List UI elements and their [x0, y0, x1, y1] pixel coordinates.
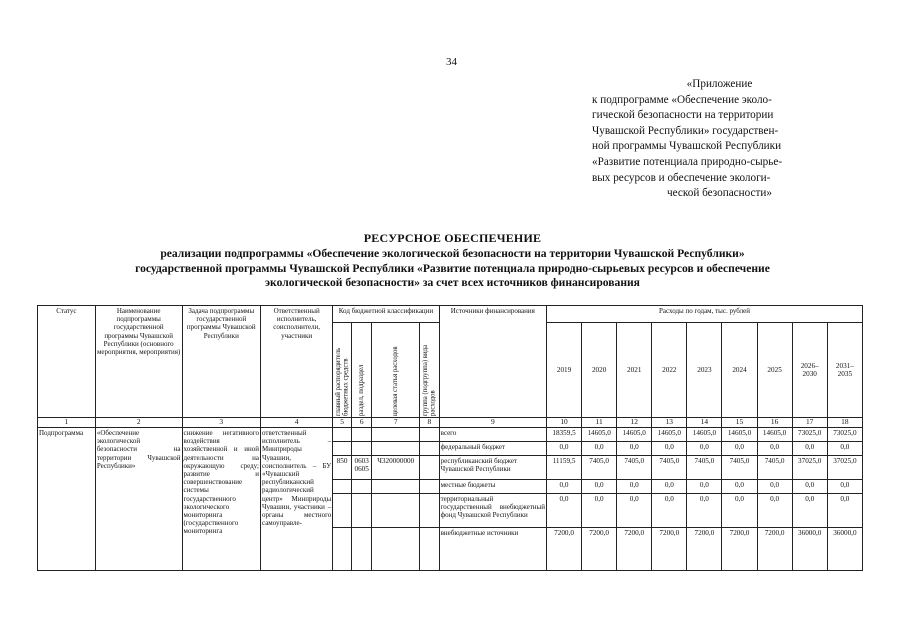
cell-value: 14605,0 [582, 428, 617, 442]
cell-source: местные бюджеты [439, 479, 546, 493]
cell-source: территориальный государственный внебюджетный фонд Чувашской Республики [439, 493, 546, 527]
cell-value: 37025,0 [827, 455, 862, 479]
column-number: 7 [372, 418, 419, 428]
cell-code [419, 493, 439, 527]
header-name: Наименование подпрограммы государственной программы Чувашской Республики (основного мероприятия, мероприятия) [95, 306, 182, 418]
header-year: 2023 [687, 323, 722, 418]
column-number: 2 [95, 418, 182, 428]
cell-value: 73025,0 [792, 428, 827, 442]
cell-value: 0,0 [757, 493, 792, 527]
column-number: 10 [546, 418, 581, 428]
cell-value: 7200,0 [582, 528, 617, 571]
column-number: 15 [722, 418, 757, 428]
page-number: 34 [446, 56, 457, 68]
cell-value: 37025,0 [792, 455, 827, 479]
cell-value: 73025,0 [827, 428, 862, 442]
header-sources: Источники финансирования [439, 306, 546, 418]
column-number: 3 [182, 418, 260, 428]
cell-value: 0,0 [546, 493, 581, 527]
cell-value: 0,0 [757, 441, 792, 455]
cell-value: 7200,0 [652, 528, 687, 571]
cell-value: 0,0 [652, 479, 687, 493]
cell-source: всего [439, 428, 546, 442]
header-code-group: группа (подгруппа) вида расходов [419, 323, 439, 418]
cell-value: 0,0 [827, 479, 862, 493]
cell-value: 0,0 [792, 493, 827, 527]
cell-value: 0,0 [687, 441, 722, 455]
cell-value: 0,0 [757, 479, 792, 493]
column-number: 5 [333, 418, 352, 428]
cell-value: 0,0 [582, 441, 617, 455]
cell-value: 0,0 [722, 493, 757, 527]
cell-code [351, 428, 372, 442]
cell-value: 0,0 [617, 493, 652, 527]
column-number: 1 [38, 418, 96, 428]
annex-line: ной программы Чувашской Республики [592, 140, 782, 153]
annex-line: ческой безопасности» [667, 187, 772, 200]
cell-value: 0,0 [687, 479, 722, 493]
cell-code [351, 493, 372, 527]
header-year: 2025 [757, 323, 792, 418]
cell-value: 7405,0 [687, 455, 722, 479]
cell-code [372, 441, 419, 455]
cell-executor: ответственный исполнитель – Минприроды Чувашии, соисполнитель – БУ «Чувашский республиканский радиологический центр» Минприроды Чувашии, участники – органы местного самоуправле- [261, 428, 333, 571]
header-code-target: целевая статья расходов [372, 323, 419, 418]
cell-value: 14605,0 [687, 428, 722, 442]
column-number: 18 [827, 418, 862, 428]
cell-code [419, 479, 439, 493]
header-task: Задача подпрограммы государственной программы Чувашской Республики [182, 306, 260, 418]
header-year: 2022 [652, 323, 687, 418]
cell-value: 14605,0 [722, 428, 757, 442]
cell-value: 0,0 [652, 493, 687, 527]
column-number: 6 [351, 418, 372, 428]
cell-value: 14605,0 [652, 428, 687, 442]
cell-source: внебюджетные источники [439, 528, 546, 571]
cell-value: 0,0 [652, 441, 687, 455]
cell-status: Подпрограмма [38, 428, 96, 571]
cell-value: 0,0 [792, 479, 827, 493]
cell-code-main: 850 [333, 455, 352, 479]
cell-code [372, 479, 419, 493]
header-year: 2031–2035 [827, 323, 862, 418]
cell-code [351, 528, 372, 571]
cell-value: 0,0 [546, 479, 581, 493]
header-year: 2026–2030 [792, 323, 827, 418]
cell-value: 7200,0 [722, 528, 757, 571]
header-year: 2024 [722, 323, 757, 418]
cell-value: 7405,0 [617, 455, 652, 479]
header-executor: Ответственный исполнитель, соисполнители, участники [261, 306, 333, 418]
column-number: 17 [792, 418, 827, 428]
cell-value: 0,0 [827, 493, 862, 527]
cell-code [351, 479, 372, 493]
cell-value: 0,0 [617, 479, 652, 493]
subtitle-line: экологической безопасности» за счет всех источников финансирования [265, 276, 640, 290]
header-year: 2019 [546, 323, 581, 418]
cell-value: 0,0 [722, 441, 757, 455]
annex-line: Чувашской Республики» государствен- [592, 124, 779, 137]
cell-value: 7200,0 [617, 528, 652, 571]
cell-value: 7405,0 [722, 455, 757, 479]
column-number: 4 [261, 418, 333, 428]
cell-value: 7405,0 [652, 455, 687, 479]
annex-line: «Развитие потенциала природно-сырье- [592, 155, 783, 168]
cell-value: 7200,0 [546, 528, 581, 571]
annex-line: гической безопасности на территории [592, 109, 774, 122]
annex-line: «Приложение [686, 78, 753, 90]
column-number: 14 [687, 418, 722, 428]
annex-line: вых ресурсов и обеспечение экологи- [592, 171, 771, 184]
cell-code [333, 479, 352, 493]
cell-code [372, 528, 419, 571]
cell-value: 14605,0 [617, 428, 652, 442]
cell-value: 7405,0 [757, 455, 792, 479]
document-subtitle [0, 247, 905, 291]
column-number: 11 [582, 418, 617, 428]
cell-code [419, 528, 439, 571]
cell-value: 36000,0 [792, 528, 827, 571]
column-number: 12 [617, 418, 652, 428]
cell-value: 14605,0 [757, 428, 792, 442]
cell-value: 18359,5 [546, 428, 581, 442]
cell-code [333, 428, 352, 442]
document-title: РЕСУРСНОЕ ОБЕСПЕЧЕНИЕ [363, 231, 542, 245]
cell-value: 0,0 [827, 441, 862, 455]
annex-note [592, 77, 847, 202]
header-code-main: главный распорядитель бюджетных средств [333, 323, 352, 418]
cell-value: 7200,0 [757, 528, 792, 571]
cell-code [351, 441, 372, 455]
cell-source: федеральный бюджет [439, 441, 546, 455]
cell-value: 0,0 [687, 493, 722, 527]
cell-code [372, 428, 419, 442]
cell-task: снижение негативного воздействия хозяйственной и иной деятельности на окружающую среду; развитие и совершенствование системы государственного экологического мониторинга (государственного мониторинга [182, 428, 260, 571]
column-number: 13 [652, 418, 687, 428]
column-number: 9 [439, 418, 546, 428]
cell-code [372, 493, 419, 527]
cell-code-section: 0603 0605 [351, 455, 372, 479]
table-row [38, 428, 863, 442]
cell-name: «Обеспечение экологической безопасности на территории Чувашской Республики» [95, 428, 182, 571]
cell-value: 0,0 [617, 441, 652, 455]
cell-code [419, 428, 439, 442]
cell-value: 0,0 [582, 493, 617, 527]
cell-value: 7405,0 [582, 455, 617, 479]
column-numbers-row [38, 418, 863, 428]
cell-code [419, 441, 439, 455]
header-budget-code: Код бюджетной классификации [333, 306, 439, 323]
subtitle-line: реализации подпрограммы «Обеспечение экологической безопасности на территории Чувашской Республики» [160, 247, 745, 260]
subtitle-line: государственной программы Чувашской Республики «Развитие потенциала природно-сырьевых ресурсов и обеспечение [135, 261, 770, 275]
annex-line: к подпрограмме «Обеспечение эколо- [592, 93, 772, 106]
resource-table [37, 305, 863, 571]
cell-code [333, 493, 352, 527]
cell-code-group [419, 455, 439, 479]
header-code-section: раздел, подраздел [351, 323, 372, 418]
header-expenses: Расходы по годам, тыс. рублей [546, 306, 862, 323]
cell-value: 0,0 [792, 441, 827, 455]
column-number: 8 [419, 418, 439, 428]
cell-value: 11159,5 [546, 455, 581, 479]
cell-code [333, 441, 352, 455]
column-number: 16 [757, 418, 792, 428]
cell-value: 0,0 [546, 441, 581, 455]
header-status: Статус [38, 306, 96, 418]
cell-source: республиканский бюджет Чувашской Республики [439, 455, 546, 479]
header-year: 2021 [617, 323, 652, 418]
cell-value: 36000,0 [827, 528, 862, 571]
cell-code [333, 528, 352, 571]
cell-code-target: Ч320000000 [372, 455, 419, 479]
header-year: 2020 [582, 323, 617, 418]
cell-value: 7200,0 [687, 528, 722, 571]
cell-value: 0,0 [582, 479, 617, 493]
cell-value: 0,0 [722, 479, 757, 493]
